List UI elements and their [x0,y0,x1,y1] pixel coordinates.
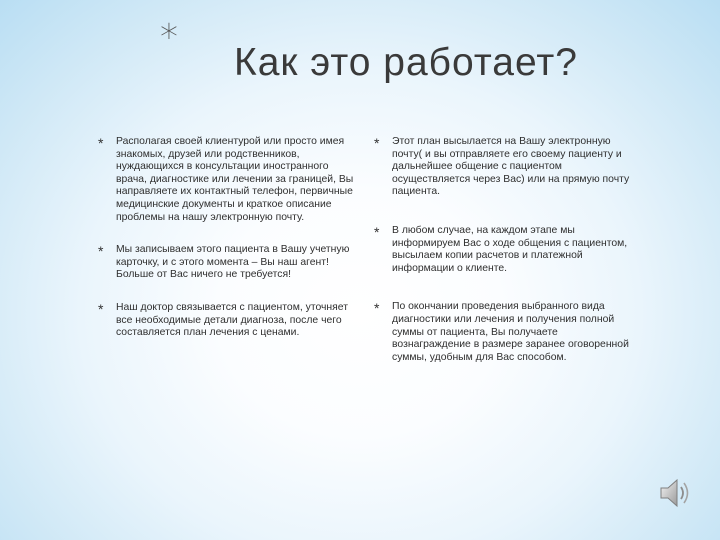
item-text: Мы записываем этого пациента в Вашу учетную карточку, и с этого момента – Вы наш агент! Больше от Вас ничего не требуется! [116,244,350,281]
title-asterisk: * [160,17,178,58]
bullet-asterisk: * [374,135,380,151]
list-item [98,136,360,224]
list-item [98,302,360,340]
item-text: Наш доктор связывается с пациентом, уточняет все необходимые детали диагноза, после чего составляется план лечения с ценами. [116,301,348,339]
speaker-icon[interactable] [656,476,696,510]
item-text: По окончании проведения выбранного вида диагностики или лечения и получения полной суммы от пациента, Вы получаете вознаграждение в размере заранее оговоренной суммы, удобным для Вас способом. [392,301,629,363]
slide-header [0,0,720,110]
item-text: Этот план высылается на Вашу электронную почту( и вы отправляете его своему пациенту и дальнейшее общение с пациентом осуществляется через Вас) или на прямую почту пациента. [392,136,630,198]
list-item [98,244,360,282]
right-column [374,136,632,364]
left-column [98,136,360,340]
bullet-asterisk: * [374,300,380,317]
item-text: В любом случае, на каждом этапе мы информируем Вас о ходе общения с пациентом, высылаем копии расчетов и платежной информации о клиенте. [392,224,628,274]
list-item [374,225,632,275]
bullet-asterisk: * [98,300,104,317]
item-text: Располагая своей клиентурой или просто имея знакомых, друзей или родственников, нуждающихся в консультации иностранного врача, диагностике или лечении за границей, Вы направляете их контактный телефон, первичные медицинские документы и краткое описание проблемы на нашу электронную почту. [116,136,354,223]
bullet-asterisk: * [98,243,104,260]
list-item [374,301,632,364]
list-item [374,136,632,199]
bullet-asterisk: * [98,135,104,151]
slide-title: Как это работает? [234,41,578,84]
bullet-asterisk: * [374,223,380,240]
